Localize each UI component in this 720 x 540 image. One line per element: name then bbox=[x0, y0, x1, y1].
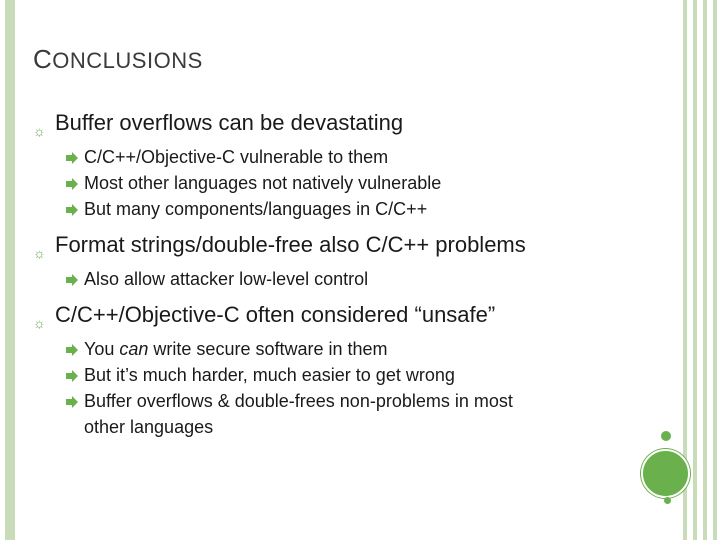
sub-bullet-icon bbox=[66, 344, 78, 356]
sub-bullet-icon bbox=[66, 396, 78, 408]
bullet-level2: Most other languages not natively vulnerable bbox=[33, 170, 653, 196]
decorative-dot bbox=[664, 497, 671, 504]
sub-bullet-icon bbox=[66, 178, 78, 190]
slide-title: CONCLUSIONS bbox=[33, 44, 203, 74]
sub-bullet-icon bbox=[66, 152, 78, 164]
bullet-icon: ☼ bbox=[33, 245, 46, 261]
right-decorative-bar bbox=[693, 0, 697, 540]
bullet-level2: But many components/languages in C/C++ bbox=[33, 196, 653, 222]
sub-bullet-icon bbox=[66, 370, 78, 382]
right-decorative-bar bbox=[703, 0, 707, 540]
bullet-level1: ☼ C/C++/Objective-C often considered “unsafe” bbox=[33, 300, 653, 330]
bullet-level2: But it’s much harder, much easier to get wrong bbox=[33, 362, 653, 388]
bullet-level2: Buffer overflows & double-frees non-problems in most bbox=[33, 388, 653, 414]
bullet-continuation: other languages bbox=[84, 417, 214, 437]
sub-bullet-icon bbox=[66, 204, 78, 216]
bullet-level1: ☼ Buffer overflows can be devastating bbox=[33, 108, 653, 138]
slide-body bbox=[33, 108, 653, 440]
right-decorative-bar bbox=[713, 0, 717, 540]
bullet-level2: You can write secure software in them bbox=[33, 336, 653, 362]
decorative-dot bbox=[661, 431, 671, 441]
bullet-icon: ☼ bbox=[33, 315, 46, 331]
bullet-icon: ☼ bbox=[33, 123, 46, 139]
bullet-level1: ☼ Format strings/double-free also C/C++ problems bbox=[33, 230, 653, 260]
decorative-circle bbox=[641, 449, 690, 498]
sub-bullet-icon bbox=[66, 274, 78, 286]
left-decorative-bar bbox=[5, 0, 15, 540]
bullet-level2: Also allow attacker low-level control bbox=[33, 266, 653, 292]
bullet-level2: C/C++/Objective-C vulnerable to them bbox=[33, 144, 653, 170]
